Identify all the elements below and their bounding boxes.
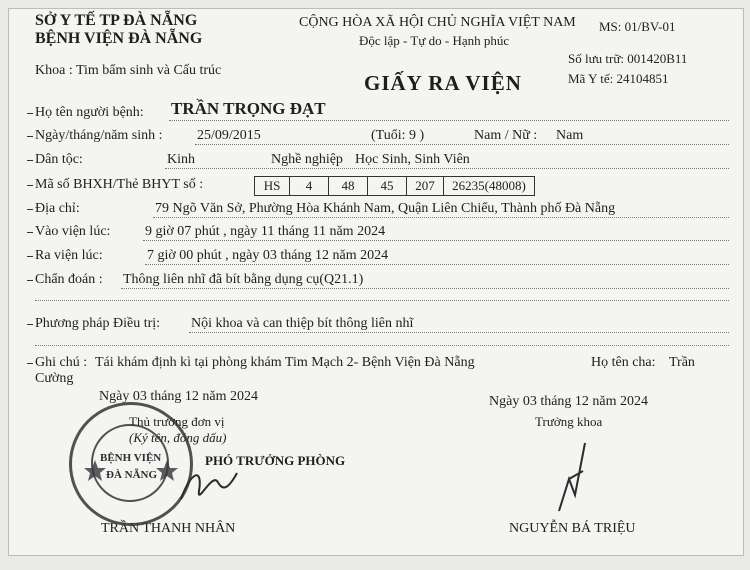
diagnosis-label: Chẩn đoán : bbox=[35, 272, 103, 287]
father-name-value: Trần bbox=[669, 355, 695, 370]
address-value: 79 Ngõ Văn Sở, Phường Hòa Khánh Nam, Quận Liên Chiểu, Thành phố Đà Nẵng bbox=[155, 201, 616, 216]
dob-value: 25/09/2015 bbox=[197, 128, 261, 143]
discharge-value: 7 giờ 00 phút , ngày 03 tháng 12 năm 2024 bbox=[147, 248, 389, 263]
insurance-cell: HS bbox=[255, 177, 290, 196]
discharge-label: Ra viện lúc: bbox=[35, 248, 103, 263]
treatment-value: Nội khoa và can thiệp bít thông liên nhĩ bbox=[191, 316, 414, 331]
storage-number: Số lưu trữ: 001420B11 bbox=[568, 51, 688, 66]
father-name-label: Họ tên cha: bbox=[591, 355, 656, 370]
left-signature-icon bbox=[177, 461, 247, 511]
right-signer-name: NGUYỄN BÁ TRIỆU bbox=[509, 521, 636, 536]
gender-label: Nam / Nữ : bbox=[474, 128, 538, 143]
stamp-star-icon bbox=[73, 404, 185, 518]
document-title: GIẤY RA VIỆN bbox=[364, 71, 522, 95]
right-sign-date: Ngày 03 tháng 12 năm 2024 bbox=[489, 394, 649, 409]
stamp-line-city: ĐÀ NẴNG bbox=[106, 469, 158, 481]
ethnicity-label: Dân tộc: bbox=[35, 152, 83, 167]
dob-label: Ngày/tháng/năm sinh : bbox=[35, 128, 163, 143]
age-value: (Tuổi: 9 ) bbox=[371, 128, 425, 143]
stamp-line-hospital: BỆNH VIỆN bbox=[100, 452, 162, 464]
motto: Độc lập - Tự do - Hạnh phúc bbox=[359, 33, 510, 48]
insurance-cell: 26235(48008) bbox=[444, 177, 535, 196]
note-label: Ghi chú : bbox=[35, 355, 88, 370]
form-number: MS: 01/BV-01 bbox=[599, 19, 676, 34]
occupation-label: Nghề nghiệp bbox=[271, 152, 343, 167]
address-label: Địa chỉ: bbox=[35, 201, 80, 216]
treatment-label: Phương pháp Điều trị: bbox=[35, 316, 161, 331]
right-sign-role: Trưởng khoa bbox=[535, 414, 603, 429]
insurance-cell: 207 bbox=[407, 177, 444, 196]
occupation-value: Học Sinh, Sinh Viên bbox=[355, 152, 470, 167]
left-signer-name: TRẦN THANH NHÂN bbox=[101, 521, 236, 536]
right-signature-icon bbox=[549, 437, 599, 517]
admission-value: 9 giờ 07 phút , ngày 11 tháng 11 năm 2024 bbox=[145, 224, 386, 239]
left-sign-role: Thủ trưởng đơn vị bbox=[129, 414, 225, 429]
insurance-number-boxes bbox=[254, 176, 535, 196]
insurance-cell: 48 bbox=[329, 177, 368, 196]
left-sign-note: (Ký tên, đóng dấu) bbox=[129, 430, 227, 445]
left-sign-date: Ngày 03 tháng 12 năm 2024 bbox=[99, 389, 259, 404]
left-sign-title: PHÓ TRƯỞNG PHÒNG bbox=[205, 453, 346, 468]
hospital-heading: BỆNH VIỆN ĐÀ NẴNG bbox=[35, 30, 203, 47]
gender-value: Nam bbox=[556, 128, 584, 143]
medical-id: Mã Y tế: 24104851 bbox=[568, 71, 669, 86]
department-line: Khoa : Tim bẩm sinh và Cấu trúc bbox=[35, 63, 222, 78]
father-name-value-cont: Cường bbox=[35, 371, 74, 386]
insurance-cell: 45 bbox=[368, 177, 407, 196]
note-value: Tái khám định kì tại phòng khám Tim Mạch 2- Bệnh Viện Đà Nẵng bbox=[95, 355, 475, 370]
admission-label: Vào viện lúc: bbox=[35, 224, 111, 239]
insurance-cell: 4 bbox=[290, 177, 329, 196]
patient-name-label: Họ tên người bệnh: bbox=[35, 105, 144, 120]
insurance-label: Mã số BHXH/Thẻ BHYT số : bbox=[35, 177, 204, 192]
health-dept-heading: SỞ Y TẾ TP ĐÀ NẴNG bbox=[35, 12, 198, 29]
nation-heading: CỘNG HÒA XÃ HỘI CHỦ NGHĨA VIỆT NAM bbox=[299, 15, 576, 30]
ethnicity-value: Kinh bbox=[167, 152, 195, 167]
diagnosis-value: Thông liên nhĩ đã bít bằng dụng cụ(Q21.1) bbox=[123, 272, 364, 287]
discharge-document bbox=[8, 8, 744, 556]
patient-name-value: TRẦN TRỌNG ĐẠT bbox=[171, 99, 326, 118]
